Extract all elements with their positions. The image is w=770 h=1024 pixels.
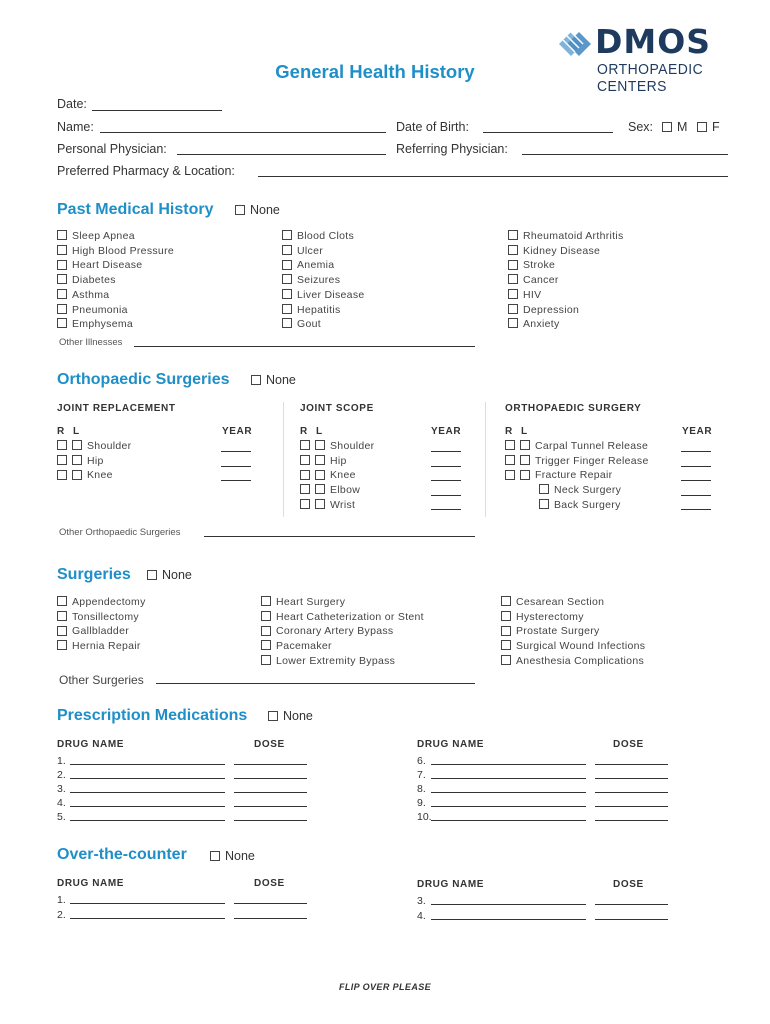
name-field[interactable] — [100, 118, 386, 133]
checkbox-icon[interactable] — [72, 440, 82, 450]
pharmacy-field[interactable] — [258, 162, 728, 177]
past-medical-col3 — [508, 229, 624, 332]
otc-title: Over-the-counter — [57, 846, 187, 863]
list-item[interactable]: Shoulder — [57, 439, 131, 454]
other-illnesses-label: Other Illnesses — [59, 337, 123, 348]
checkbox-icon[interactable] — [505, 455, 515, 465]
past-medical-title: Past Medical History — [57, 201, 214, 218]
checkbox-icon[interactable] — [261, 596, 271, 606]
personal-physician-label: Personal Physician: — [57, 142, 167, 156]
condition-item[interactable]: Anemia — [282, 258, 365, 273]
ortho-surgery-heading: ORTHOPAEDIC SURGERY — [505, 403, 642, 414]
other-ortho-label: Other Orthopaedic Surgeries — [59, 527, 181, 538]
checkbox-icon[interactable] — [57, 230, 67, 240]
rx-title: Prescription Medications — [57, 707, 248, 724]
list-item[interactable]: Neck Surgery — [505, 483, 649, 498]
surgery-item[interactable]: Appendectomy — [57, 595, 146, 610]
page-title: General Health History — [275, 61, 475, 82]
list-item[interactable]: Hip — [57, 454, 131, 469]
joint-replacement-heading: JOINT REPLACEMENT — [57, 403, 176, 414]
checkbox-icon[interactable] — [57, 260, 67, 270]
checkbox-icon[interactable] — [315, 455, 325, 465]
year-field[interactable] — [431, 441, 461, 452]
drug-name-field[interactable] — [431, 809, 586, 821]
checkbox-icon[interactable] — [57, 596, 67, 606]
drug-name-field[interactable] — [431, 795, 586, 807]
logo-sub-text: ORTHOPAEDIC CENTERS — [597, 61, 704, 95]
checkbox-icon[interactable] — [662, 122, 672, 132]
checkbox-icon[interactable] — [57, 611, 67, 621]
condition-item[interactable]: Ulcer — [282, 244, 365, 259]
list-item[interactable]: Shoulder — [300, 439, 374, 454]
checkbox-icon[interactable] — [505, 440, 515, 450]
dose-field[interactable] — [595, 809, 668, 821]
year-field[interactable] — [681, 441, 711, 452]
surgery-item[interactable]: Lower Extremity Bypass — [261, 654, 424, 669]
dose-field[interactable] — [595, 767, 668, 779]
past-medical-col2 — [282, 229, 365, 332]
dose-heading: DOSE — [254, 878, 285, 889]
checkbox-icon[interactable] — [300, 455, 310, 465]
checkbox-icon[interactable] — [315, 440, 325, 450]
condition-item[interactable]: HIV — [508, 288, 624, 303]
checkbox-icon[interactable] — [300, 470, 310, 480]
dose-field[interactable] — [234, 892, 307, 904]
condition-item[interactable]: Hepatitis — [282, 303, 365, 318]
year-field[interactable] — [431, 485, 461, 496]
dose-field[interactable] — [234, 781, 307, 793]
dose-field[interactable] — [595, 795, 668, 807]
checkbox-icon[interactable] — [508, 318, 518, 328]
row-number: 5. — [57, 811, 66, 823]
drug-name-field[interactable] — [70, 907, 225, 919]
row-number: 6. — [417, 755, 426, 767]
row-number: 9. — [417, 797, 426, 809]
dob-field[interactable] — [483, 118, 613, 133]
checkbox-icon[interactable] — [300, 484, 310, 494]
surgery-item[interactable]: Tonsillectomy — [57, 610, 146, 625]
checkbox-icon[interactable] — [282, 260, 292, 270]
checkbox-icon[interactable] — [57, 318, 67, 328]
row-number: 4. — [57, 797, 66, 809]
checkbox-icon[interactable] — [300, 499, 310, 509]
drug-name-field[interactable] — [431, 908, 586, 920]
os-list — [505, 439, 649, 513]
list-item[interactable]: Fracture Repair — [505, 468, 649, 483]
list-item[interactable]: Carpal Tunnel Release — [505, 439, 649, 454]
checkbox-icon[interactable] — [282, 304, 292, 314]
dose-field[interactable] — [234, 767, 307, 779]
surgeries-col2 — [261, 595, 424, 669]
checkbox-icon[interactable] — [282, 318, 292, 328]
list-item[interactable]: Knee — [300, 468, 374, 483]
drug-name-heading: DRUG NAME — [417, 879, 485, 890]
surgery-item[interactable]: Surgical Wound Infections — [501, 639, 645, 654]
checkbox-icon[interactable] — [697, 122, 707, 132]
dose-field[interactable] — [234, 907, 307, 919]
dose-field[interactable] — [234, 753, 307, 765]
year-field[interactable] — [431, 499, 461, 510]
drug-name-heading: DRUG NAME — [57, 739, 125, 750]
list-item[interactable]: Knee — [57, 468, 131, 483]
checkbox-icon[interactable] — [501, 626, 511, 636]
dose-heading: DOSE — [254, 739, 285, 750]
surgery-item[interactable]: Hernia Repair — [57, 639, 146, 654]
drug-name-field[interactable] — [70, 795, 225, 807]
surgery-item[interactable]: Gallbladder — [57, 624, 146, 639]
condition-item[interactable]: Sleep Apnea — [57, 229, 174, 244]
condition-item[interactable]: Kidney Disease — [508, 244, 624, 259]
checkbox-icon[interactable] — [282, 245, 292, 255]
condition-item[interactable]: Blood Clots — [282, 229, 365, 244]
year-field[interactable] — [431, 470, 461, 481]
row-number: 3. — [57, 783, 66, 795]
row-number: 4. — [417, 910, 426, 922]
checkbox-icon[interactable] — [508, 289, 518, 299]
dose-field[interactable] — [595, 753, 668, 765]
checkbox-icon[interactable] — [57, 470, 67, 480]
l-label: L — [73, 426, 80, 437]
checkbox-icon[interactable] — [57, 289, 67, 299]
year-field[interactable] — [681, 485, 711, 496]
row-number: 2. — [57, 769, 66, 781]
dmos-logo — [555, 22, 745, 95]
checkbox-icon[interactable] — [57, 440, 67, 450]
year-field[interactable] — [221, 470, 251, 481]
row-number: 1. — [57, 894, 66, 906]
drug-name-field[interactable] — [70, 809, 225, 821]
checkbox-icon[interactable] — [57, 304, 67, 314]
year-field[interactable] — [221, 456, 251, 467]
row-number: 2. — [57, 909, 66, 921]
surgery-item[interactable]: Heart Catheterization or Stent — [261, 610, 424, 625]
checkbox-icon[interactable] — [268, 711, 278, 721]
dose-field[interactable] — [234, 809, 307, 821]
checkbox-icon[interactable] — [72, 455, 82, 465]
dose-heading: DOSE — [613, 739, 644, 750]
checkbox-icon[interactable] — [508, 230, 518, 240]
checkbox-icon[interactable] — [57, 626, 67, 636]
logo-mark-icon — [555, 28, 595, 60]
checkbox-icon[interactable] — [57, 640, 67, 650]
list-item[interactable]: Trigger Finger Release — [505, 454, 649, 469]
joint-scope-heading: JOINT SCOPE — [300, 403, 374, 414]
past-medical-col1 — [57, 229, 174, 332]
checkbox-icon[interactable] — [282, 274, 292, 284]
drug-name-field[interactable] — [70, 767, 225, 779]
checkbox-icon[interactable] — [539, 499, 549, 509]
year-label: YEAR — [431, 426, 462, 437]
dob-label: Date of Birth: — [396, 120, 469, 134]
checkbox-icon[interactable] — [235, 205, 245, 215]
surgeries-title: Surgeries — [57, 566, 131, 583]
condition-item[interactable]: Cancer — [508, 273, 624, 288]
year-field[interactable] — [681, 470, 711, 481]
surgeries-none[interactable]: None — [147, 568, 192, 582]
other-surgeries-label: Other Surgeries — [59, 673, 144, 687]
checkbox-icon[interactable] — [57, 274, 67, 284]
r-label: R — [505, 426, 513, 437]
row-number: 7. — [417, 769, 426, 781]
other-ortho-field[interactable] — [204, 524, 475, 537]
surgery-item[interactable]: Pacemaker — [261, 639, 424, 654]
condition-item[interactable]: Stroke — [508, 258, 624, 273]
checkbox-icon[interactable] — [72, 470, 82, 480]
otc-none[interactable]: None — [210, 849, 255, 863]
checkbox-icon[interactable] — [520, 440, 530, 450]
checkbox-icon[interactable] — [261, 640, 271, 650]
dose-heading: DOSE — [613, 879, 644, 890]
drug-name-field[interactable] — [70, 892, 225, 904]
drug-name-heading: DRUG NAME — [417, 739, 485, 750]
dose-field[interactable] — [234, 795, 307, 807]
ortho-none[interactable]: None — [251, 373, 296, 387]
year-field[interactable] — [681, 499, 711, 510]
name-label: Name: — [57, 120, 94, 134]
logo-main-text: DMOS — [595, 22, 712, 61]
condition-item[interactable]: Rheumatoid Arthritis — [508, 229, 624, 244]
condition-item[interactable]: Pneumonia — [57, 303, 174, 318]
year-field[interactable] — [431, 456, 461, 467]
year-label: YEAR — [682, 426, 713, 437]
referring-physician-field[interactable] — [522, 140, 728, 155]
column-divider — [485, 402, 486, 517]
drug-name-heading: DRUG NAME — [57, 878, 125, 889]
checkbox-icon[interactable] — [315, 470, 325, 480]
r-label: R — [57, 426, 65, 437]
pharmacy-label: Preferred Pharmacy & Location: — [57, 164, 235, 178]
year-field[interactable] — [221, 441, 251, 452]
checkbox-icon[interactable] — [501, 596, 511, 606]
checkbox-icon[interactable] — [501, 655, 511, 665]
condition-item[interactable]: Depression — [508, 303, 624, 318]
checkbox-icon[interactable] — [315, 499, 325, 509]
surgery-item[interactable]: Hysterectomy — [501, 610, 645, 625]
list-item[interactable]: Wrist — [300, 498, 374, 513]
checkbox-icon[interactable] — [57, 245, 67, 255]
checkbox-icon[interactable] — [505, 470, 515, 480]
condition-item[interactable]: Asthma — [57, 288, 174, 303]
checkbox-icon[interactable] — [147, 570, 157, 580]
year-field[interactable] — [681, 456, 711, 467]
checkbox-icon[interactable] — [315, 484, 325, 494]
surgery-item[interactable]: Heart Surgery — [261, 595, 424, 610]
surgeries-col1 — [57, 595, 146, 654]
dose-field[interactable] — [595, 893, 668, 905]
condition-item[interactable]: Heart Disease — [57, 258, 174, 273]
checkbox-icon[interactable] — [508, 245, 518, 255]
condition-item[interactable]: Seizures — [282, 273, 365, 288]
list-item[interactable]: Back Surgery — [505, 498, 649, 513]
list-item[interactable]: Elbow — [300, 483, 374, 498]
surgery-item[interactable]: Coronary Artery Bypass — [261, 624, 424, 639]
checkbox-icon[interactable] — [282, 230, 292, 240]
surgery-item[interactable]: Prostate Surgery — [501, 624, 645, 639]
checkbox-icon[interactable] — [251, 375, 261, 385]
other-surgeries-field[interactable] — [156, 671, 475, 684]
checkbox-icon[interactable] — [508, 274, 518, 284]
drug-name-field[interactable] — [70, 753, 225, 765]
row-number: 8. — [417, 783, 426, 795]
personal-physician-field[interactable] — [177, 140, 386, 155]
checkbox-icon[interactable] — [501, 640, 511, 650]
drug-name-field[interactable] — [431, 781, 586, 793]
surgery-item[interactable]: Cesarean Section — [501, 595, 645, 610]
list-item[interactable]: Hip — [300, 454, 374, 469]
year-label: YEAR — [222, 426, 253, 437]
condition-item[interactable]: High Blood Pressure — [57, 244, 174, 259]
checkbox-icon[interactable] — [501, 611, 511, 621]
condition-item[interactable]: Liver Disease — [282, 288, 365, 303]
checkbox-icon[interactable] — [57, 455, 67, 465]
condition-item[interactable]: Emphysema — [57, 317, 174, 332]
row-number: 10. — [417, 811, 432, 823]
drug-name-field[interactable] — [431, 767, 586, 779]
drug-name-field[interactable] — [431, 893, 586, 905]
row-number: 1. — [57, 755, 66, 767]
r-label: R — [300, 426, 308, 437]
checkbox-icon[interactable] — [282, 289, 292, 299]
row-number: 3. — [417, 895, 426, 907]
surgeries-col3 — [501, 595, 645, 669]
checkbox-icon[interactable] — [539, 484, 549, 494]
dose-field[interactable] — [595, 781, 668, 793]
condition-item[interactable]: Anxiety — [508, 317, 624, 332]
checkbox-icon[interactable] — [508, 260, 518, 270]
past-medical-none[interactable]: None — [235, 203, 280, 217]
sex-m-option[interactable]: M — [662, 120, 687, 134]
l-label: L — [521, 426, 528, 437]
checkbox-icon[interactable] — [520, 470, 530, 480]
rx-none[interactable]: None — [268, 709, 313, 723]
ortho-title: Orthopaedic Surgeries — [57, 371, 230, 388]
other-illnesses-field[interactable] — [134, 334, 475, 347]
column-divider — [283, 402, 284, 517]
sex-f-option[interactable]: F — [697, 120, 720, 134]
surgery-item[interactable]: Anesthesia Complications — [501, 654, 645, 669]
checkbox-icon[interactable] — [520, 455, 530, 465]
date-field[interactable] — [92, 96, 222, 111]
condition-item[interactable]: Gout — [282, 317, 365, 332]
checkbox-icon[interactable] — [261, 611, 271, 621]
dose-field[interactable] — [595, 908, 668, 920]
jr-list — [57, 439, 131, 483]
sex-label: Sex: — [628, 120, 654, 134]
js-list — [300, 439, 374, 513]
checkbox-icon[interactable] — [261, 655, 271, 665]
condition-item[interactable]: Diabetes — [57, 273, 174, 288]
drug-name-field[interactable] — [431, 753, 586, 765]
l-label: L — [316, 426, 323, 437]
drug-name-field[interactable] — [70, 781, 225, 793]
referring-physician-label: Referring Physician: — [396, 142, 508, 156]
checkbox-icon[interactable] — [210, 851, 220, 861]
checkbox-icon[interactable] — [261, 626, 271, 636]
checkbox-icon[interactable] — [300, 440, 310, 450]
flip-over-note: FLIP OVER PLEASE — [338, 982, 432, 992]
date-label: Date: — [57, 97, 87, 111]
checkbox-icon[interactable] — [508, 304, 518, 314]
